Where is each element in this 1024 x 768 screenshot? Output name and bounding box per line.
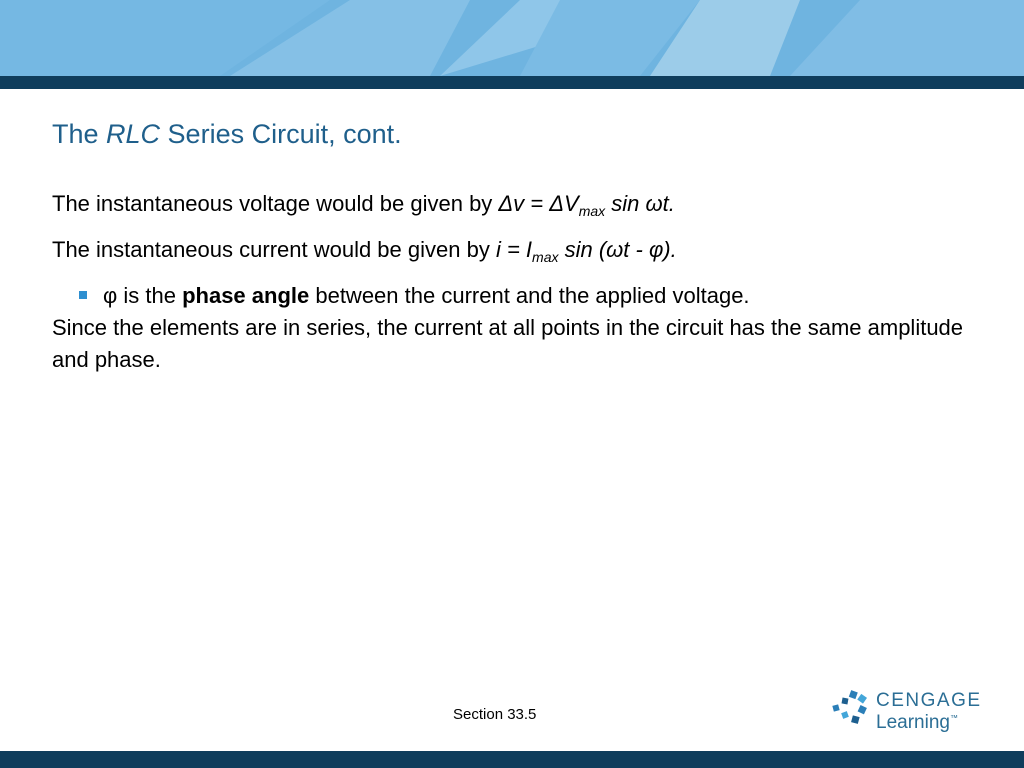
header-rule	[0, 76, 1024, 89]
bullet-square-icon	[79, 291, 87, 299]
slide-body	[52, 188, 982, 375]
banner-pattern	[0, 0, 1024, 76]
cengage-mark-icon	[832, 690, 872, 730]
logo-wordmark-learning: Learning™	[876, 712, 958, 733]
title-italic-rlc: RLC	[106, 119, 161, 149]
term-phase-angle: phase angle	[182, 282, 310, 308]
paragraph-current: The instantaneous current would be given by $i = I_{max}$ sin (ωt - φ).	[52, 236, 677, 265]
paragraph-voltage: The instantaneous voltage would be given by $\Delta v = \Delta V_{max}$ sin ωt.	[52, 191, 675, 219]
footer-bar	[0, 751, 1024, 768]
bullet-phase-angle: φ is the phase angle between the current and the applied voltage.	[52, 280, 982, 312]
cengage-logo	[832, 690, 982, 738]
section-label: Section 33.5	[453, 706, 537, 723]
voltage-equation: $\Delta v = \Delta V_{max}$ sin ωt.	[498, 191, 675, 219]
paragraph-series: Since the elements are in series, the current at all points in the circuit has the same amplitude and phase.	[52, 314, 964, 372]
header-banner	[0, 0, 1024, 76]
current-equation: $i = I_{max}$ sin (ωt - φ).	[495, 236, 677, 265]
page-title: The RLC Series Circuit, cont.	[52, 119, 402, 149]
logo-wordmark-cengage: CENGAGE	[876, 690, 982, 711]
